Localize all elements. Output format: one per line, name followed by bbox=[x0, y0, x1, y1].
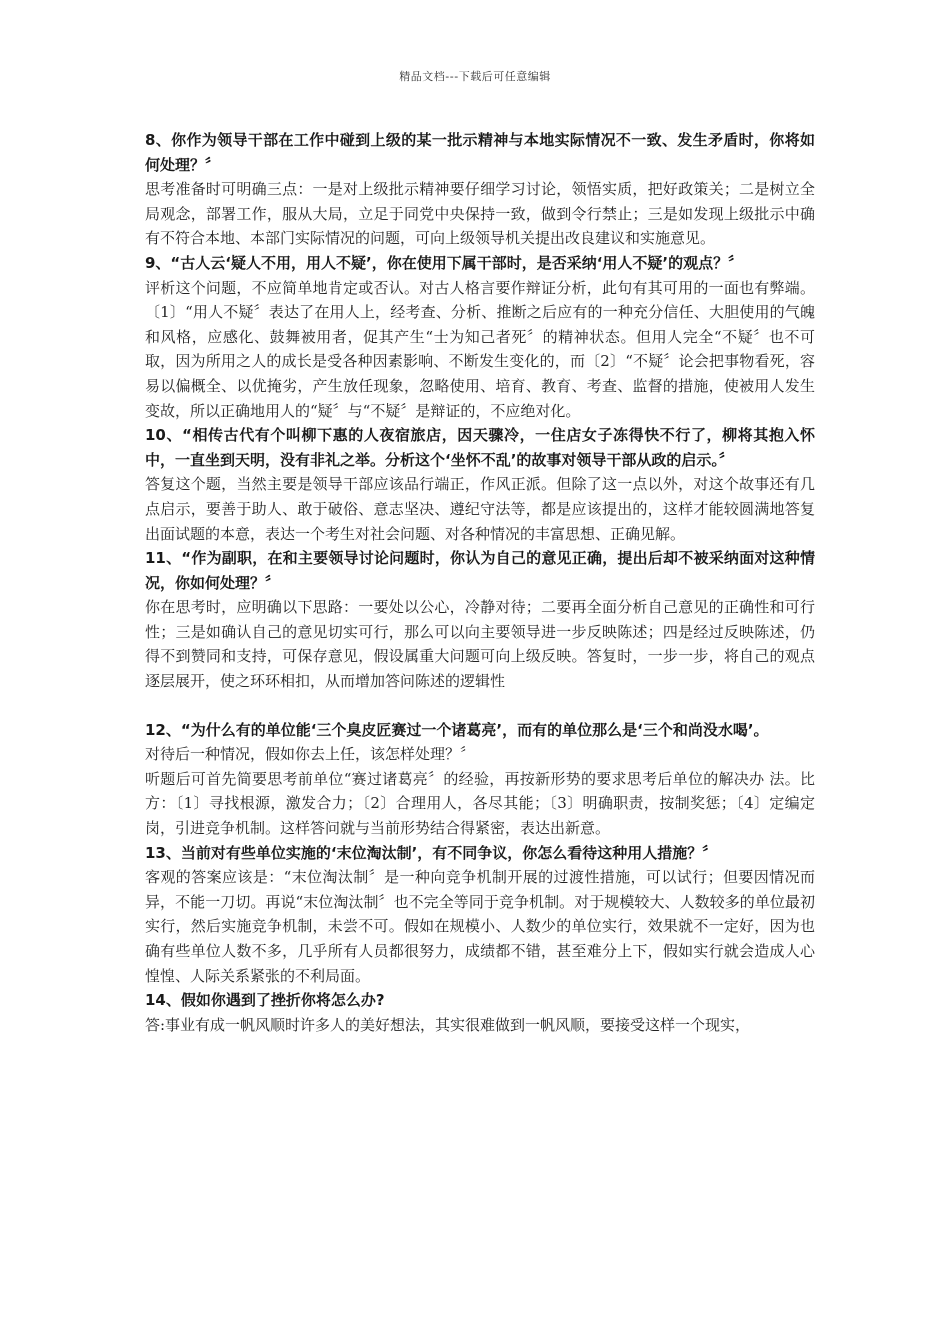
question-8: 8、你作为领导干部在工作中碰到上级的某一批示精神与本地实际情况不一致、发生矛盾时，你将如何处理？〞 bbox=[145, 131, 815, 174]
answer-11: 你在思考时，应明确以下思路：一要处以公心，冷静对待；二要再全面分析自己意见的正确性和可行性；三是如确认自己的意见切实可行，那么可以向主要领导进一步反映陈述；四是经过反映陈述，仍得不到赞同和支持，可保存意见，假设属重大问题可向上级反映。答复时，一步一步，将自己的观点逐层展开，使之环环相扣，从而增加答问陈述的逻辑性 bbox=[145, 598, 815, 691]
document-body bbox=[145, 128, 815, 1037]
answer-9: 评析这个问题，不应简单地肯定或否认。对古人格言要作辩证分析，此句有其可用的一面也有弊端。〔1〕“用人不疑〞表达了在用人上，经考查、分析、推断之后应有的一种充分信任、大胆使用的气魄和风格，应感化、鼓舞被用者，促其产生“士为知己者死〞的精神状态。但用人完全“不疑〞也不可取，因为所用之人的成长是受各种因素影响、不断发生变化的，而〔2〕“不疑〞论会把事物看死，容易以偏概全、以优掩劣，产生放任现象，忽略使用、培育、教育、考查、监督的措施，使被用人发生变故，所以正确地用人的“疑〞与“不疑〞是辩证的，不应绝对化。 bbox=[145, 278, 815, 420]
answer-10: 答复这个题，当然主要是领导干部应该品行端正，作风正派。但除了这一点以外，对这个故事还有几点启示，要善于助人、敢于破俗、意志坚决、遵纪守法等，都是应该提出的，这样才能较圆满地答复出面试题的本意，表达一个考生对社会问题、对各种情况的丰富思想、正确见解。 bbox=[145, 475, 815, 543]
answer-12: 对待后一种情况，假如你去上任，该怎样处理？〞 听题后可首先简要思考前单位“赛过诸葛亮〞的经验，再按新形势的要求思考后单位的解决办 法。比方：〔1〕寻找根源，激发合力；〔2〕合理用人，各尽其能；〔3〕明确职责，按制奖惩；〔4〕定编定岗，引进竞争机制。这样答问就与当前形势结合得紧密，表达出新意。 bbox=[145, 745, 815, 838]
answer-8: 思考准备时可明确三点：一是对上级批示精神要仔细学习讨论，领悟实质，把好政策关；二是树立全局观念，部署工作，服从大局，立足于同党中央保持一致，做到令行禁止；三是如发现上级批示中确有不符合本地、本部门实际情况的问题，可向上级领导机关提出改良建议和实施意见。 bbox=[145, 180, 815, 248]
question-10: 10、“相传古代有个叫柳下惠的人夜宿旅店，因天骤冷，一住店女子冻得快不行了，柳将其抱入怀中，一直坐到天明，没有非礼之举。分析这个‘坐怀不乱’的故事对领导干部从政的启示。〞 bbox=[145, 426, 815, 469]
question-13: 13、当前对有些单位实施的‘末位淘汰制’，有不同争议，你怎么看待这种用人措施？〞 bbox=[145, 843, 718, 862]
answer-13: 客观的答案应该是：“末位淘汰制〞是一种向竞争机制开展的过渡性措施，可以试行；但要因情况而异，不能一刀切。再说“末位淘汰制〞也不完全等同于竞争机制。对于规模较大、人数较多的单位最初实行，然后实施竞争机制，未尝不可。假如在规模小、人数少的单位实行，效果就不一定好，因为也确有些单位人数不多，几乎所有人员都很努力，成绩都不错，甚至难分上下，假如实行就会造成人心惶惶、人际关系紧张的不利局面。 bbox=[145, 868, 815, 985]
question-9: 9、“古人云‘疑人不用，用人不疑’，你在使用下属干部时，是否采纳‘用人不疑’的观点？〞 bbox=[145, 253, 744, 272]
question-14: 14、假如你遇到了挫折你将怎么办? bbox=[145, 991, 385, 1010]
question-12: 12、“为什么有的单位能‘三个臭皮匠赛过一个诸葛亮’，而有的单位那么是‘三个和尚没水喝’。 bbox=[145, 720, 769, 739]
answer-14: 答:事业有成一帆风顺时许多人的美好想法，其实很难做到一帆风顺，要接受这样一个现实， bbox=[145, 1015, 751, 1034]
page-header: 精品文档---下载后可任意编辑 bbox=[399, 70, 551, 83]
question-11: 11、“作为副职，在和主要领导讨论问题时，你认为自己的意见正确，提出后却不被采纳面对这种情况，你如何处理？〞 bbox=[145, 549, 815, 592]
